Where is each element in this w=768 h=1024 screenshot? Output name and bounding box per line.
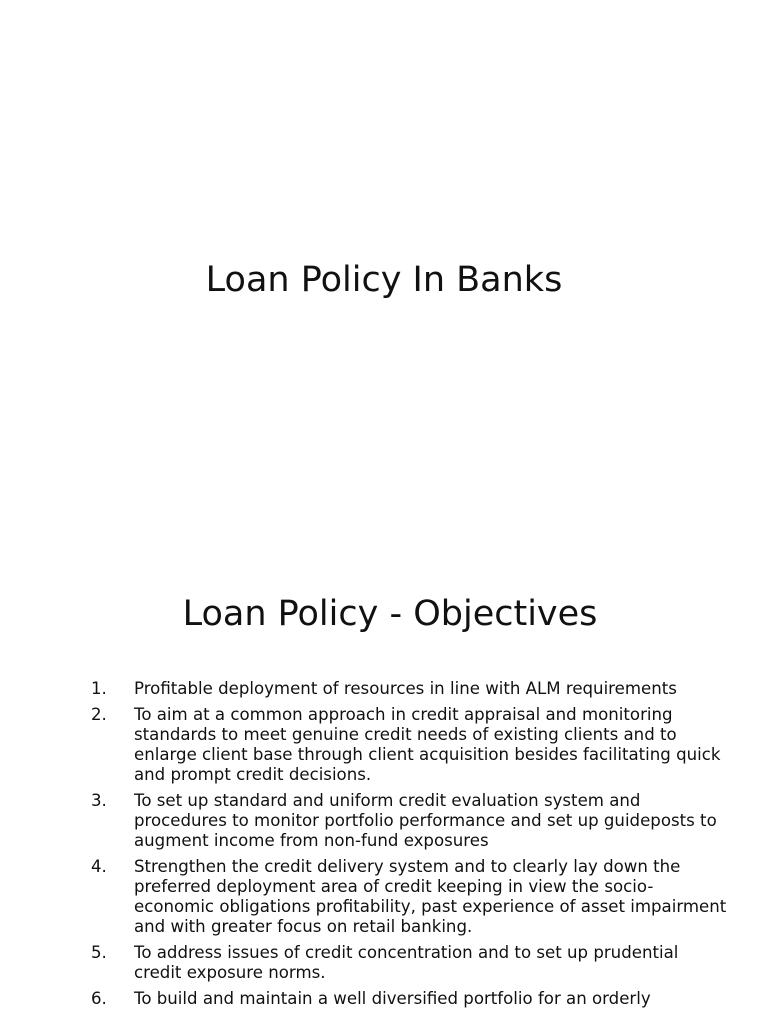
objective-text: To build and maintain a well diversified portfolio for an orderly (134, 989, 651, 1008)
objectives-title: Loan Policy - Objectives (182, 594, 598, 634)
objective-item (0, 989, 768, 1009)
objectives-list (0, 679, 768, 1015)
objective-item (0, 857, 768, 937)
objectives-slide (0, 576, 768, 1024)
objective-number: 5. (91, 943, 107, 962)
objective-number: 3. (91, 791, 107, 810)
objective-text: To aim at a common approach in credit appraisal and monitoring standards to meet genuine credit needs of existing clients and to enlarge client base through client acquisition besides facilitating quick and prompt credit decisions. (134, 705, 721, 784)
objective-item (0, 679, 768, 699)
objective-number: 4. (91, 857, 107, 876)
objective-item (0, 943, 768, 983)
objective-text: Profitable deployment of resources in line with ALM requirements (134, 679, 677, 698)
objective-item (0, 791, 768, 851)
objective-number: 1. (91, 679, 107, 698)
objective-text: Strengthen the credit delivery system and to clearly lay down the preferred deployment area of credit keeping in view the socio-economic obligations profitability, past experience of asset impairment and with greater focus on retail banking. (134, 857, 727, 936)
objective-text: To address issues of credit concentration and to set up prudential credit exposure norms. (134, 943, 679, 982)
objective-text: To set up standard and uniform credit evaluation system and procedures to monitor portfolio performance and set up guideposts to augment income from non-fund exposures (134, 791, 717, 850)
objective-number: 2. (91, 705, 107, 724)
objective-number: 6. (91, 989, 107, 1008)
objective-item (0, 705, 768, 785)
slide-title: Loan Policy In Banks (205, 260, 563, 300)
